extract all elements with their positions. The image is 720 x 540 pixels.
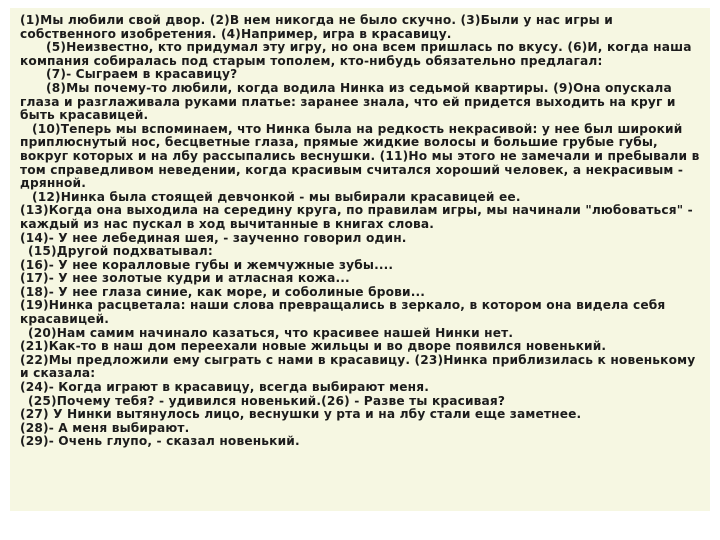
paragraph: (14)- У нее лебединая шея, - заученно говорил один. (20, 230, 407, 245)
paragraph: (12)Нинка была стоящей девчонкой - мы выбирали красавицей ее. (32, 189, 521, 204)
paragraph: (10)Теперь мы вспоминаем, что Нинка была на редкость некрасивой: у нее был широкий приплюснутый нос, бесцветные глаза, прямые жидкие волосы и большие грубые губы, вокруг которых и на лбу рассыпались веснушки. (11)Но мы этого не замечали и пребывали в том справедливом неведении, когда красивым считался хороший человек, а некрасивым - дрянной. (20, 121, 700, 191)
paragraph: (27) У Нинки вытянулось лицо, веснушки у рта и на лбу стали еще заметнее. (20, 407, 582, 422)
story-text (20, 14, 704, 449)
paragraph: (20)Нам самим начинало казаться, что красивее нашей Нинки нет. (28, 325, 514, 340)
paragraph: (25)Почему тебя? - удивился новенький.(26) - Разве ты красивая? (28, 393, 506, 408)
paragraph: (13)Когда она выходила на середину круга, по правилам игры, мы начинали "любоваться" - каждый из нас пускал в ход вычитанные в книгах слова. (20, 203, 693, 231)
paragraph: (22)Мы предложили ему сыграть с нами в красавицу. (23)Нинка приблизилась к новенькому и сказала: (20, 352, 696, 381)
paragraph: (18)- У нее глаза синие, как море, и соболиные брови... (20, 284, 426, 299)
paragraph: (19)Нинка расцветала: наши слова превращались в зеркало, в котором она видела себя красавицей. (20, 298, 666, 327)
slide-background (10, 8, 710, 511)
paragraph: (28)- А меня выбирают. (20, 420, 190, 435)
paragraph: (21)Как-то в наш дом переехали новые жильцы и во дворе появился новенький. (20, 339, 607, 354)
paragraph: (29)- Очень глупо, - сказал новенький. (20, 434, 300, 449)
paragraph: (8)Мы почему-то любили, когда водила Нинка из седьмой квартиры. (9)Она опускала глаза и разглаживала руками платье: заранее знала, что ей придется выходить на круг и быть красавицей. (20, 80, 676, 123)
paragraph: (24)- Когда играют в красавицу, всегда выбирают меня. (20, 380, 429, 395)
paragraph: (5)Неизвестно, кто придумал эту игру, но она всем пришлась по вкусу. (6)И, когда наша компания собиралась под старым тополем, кто-нибудь обязательно предлагал: (20, 40, 692, 68)
paragraph: (7)- Сыграем в красавицу? (46, 67, 238, 82)
paragraph: (15)Другой подхватывал: (28, 244, 213, 259)
paragraph: (1)Мы любили свой двор. (2)В нем никогда не было скучно. (3)Были у нас игры и собственного изобретения. (4)Например, игра в красавицу. (20, 13, 613, 41)
paragraph: (17)- У нее золотые кудри и атласная кожа... (20, 271, 350, 286)
paragraph: (16)- У нее коралловые губы и жемчужные зубы.... (20, 257, 394, 272)
